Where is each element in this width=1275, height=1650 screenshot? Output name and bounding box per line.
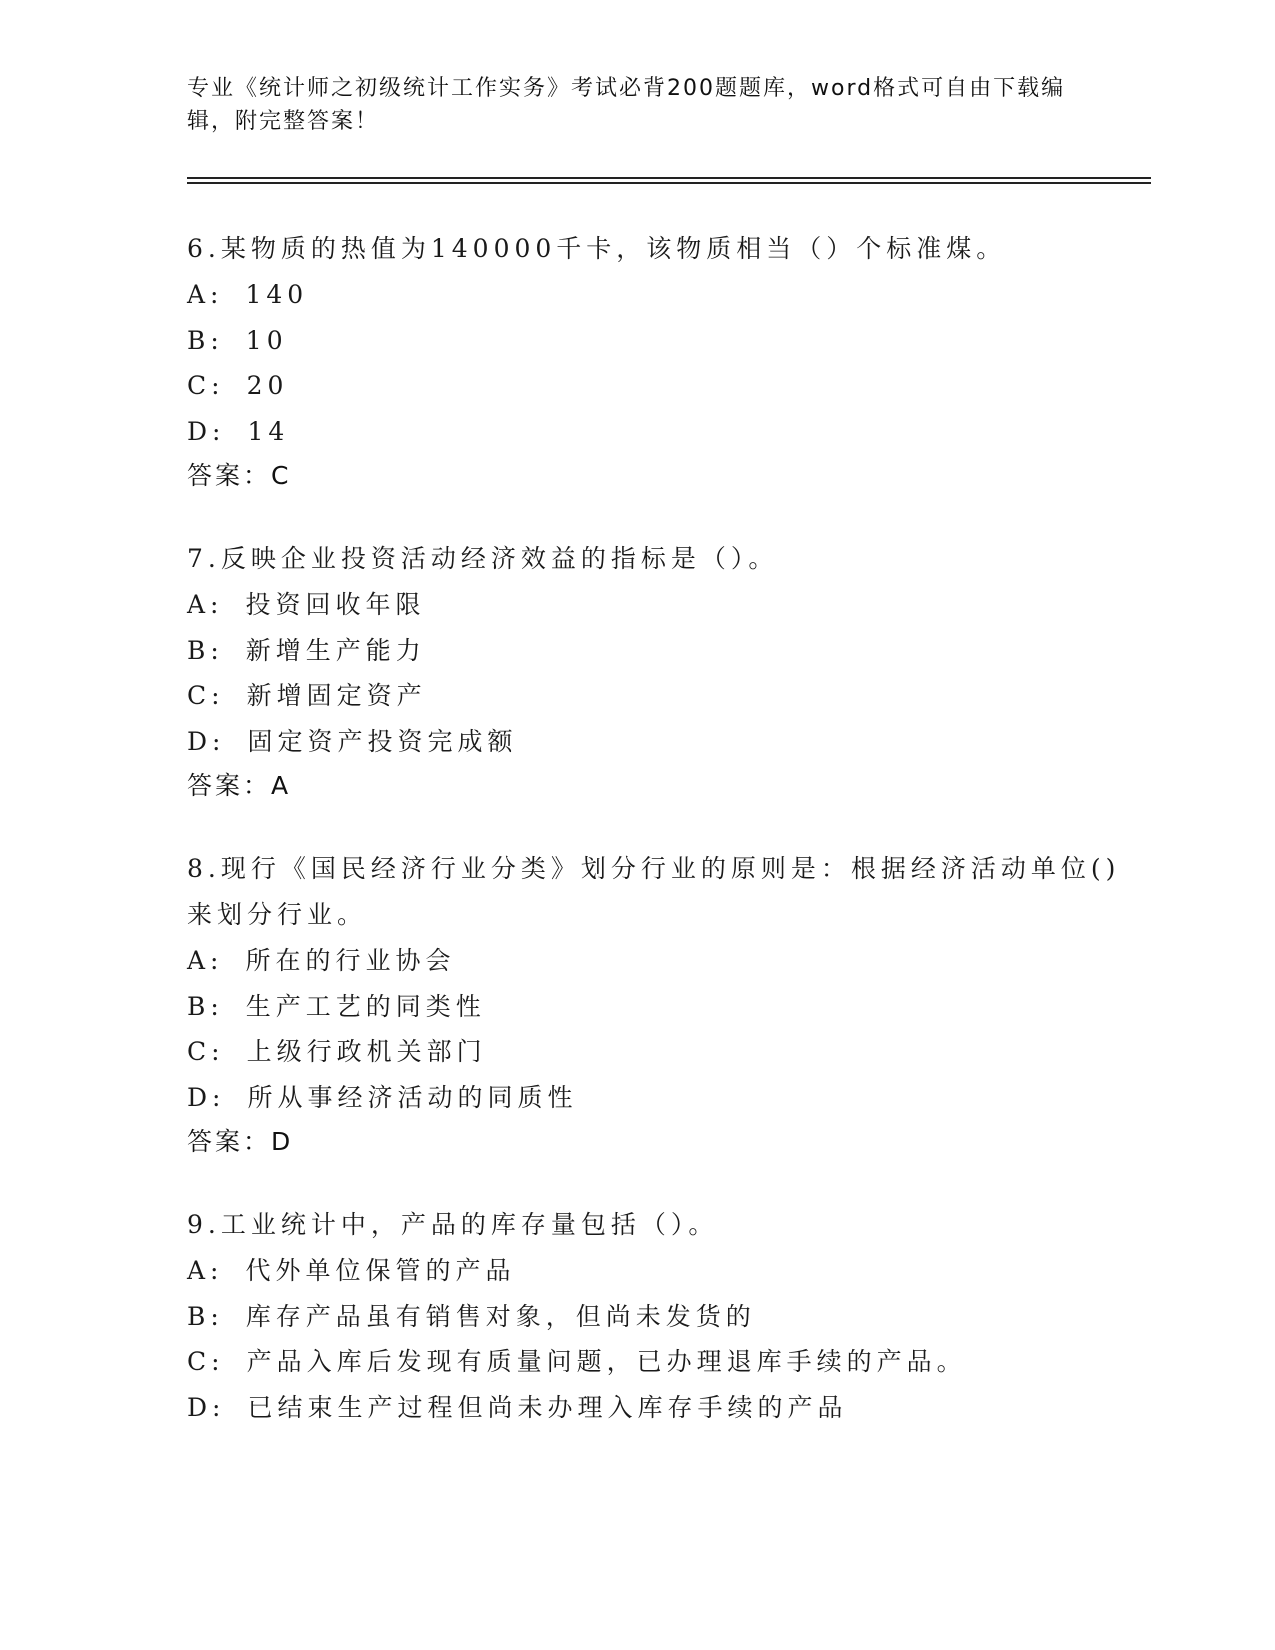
option-a	[187, 938, 1147, 984]
option-letter: C:	[187, 371, 225, 400]
option-letter: B:	[187, 635, 224, 665]
option-a	[187, 272, 1147, 318]
option-b	[187, 984, 1147, 1030]
header-divider-bottom	[187, 182, 1151, 184]
question-stem: 6.某物质的热值为140000千卡，该物质相当（）个标准煤。	[187, 234, 1007, 263]
option-letter: A:	[187, 280, 224, 309]
question-8	[187, 846, 1147, 1164]
option-text: 所从事经济活动的同质性	[247, 1082, 578, 1112]
question-stem: 7.反映企业投资活动经济效益的指标是（）。	[187, 544, 779, 573]
option-b	[187, 628, 1147, 674]
answer-line: 答案：A	[187, 771, 292, 800]
option-letter: C:	[187, 1347, 225, 1376]
option-text: 已结束生产过程但尚未办理入库存手续的产品	[247, 1392, 848, 1422]
option-text: 10	[245, 325, 288, 355]
option-d	[187, 1075, 1147, 1121]
option-letter: D:	[187, 1082, 226, 1112]
option-text: 代外单位保管的产品	[245, 1256, 516, 1285]
option-letter: D:	[187, 416, 226, 446]
option-a	[187, 582, 1147, 628]
option-text: 所在的行业协会	[245, 946, 456, 975]
option-b	[187, 318, 1147, 364]
question-stem: 9.工业统计中，产品的库存量包括（）。	[187, 1210, 719, 1239]
option-letter: A:	[187, 590, 224, 619]
option-text: 生产工艺的同类性	[245, 991, 486, 1021]
option-a	[187, 1248, 1147, 1294]
option-text: 固定资产投资完成额	[247, 726, 518, 756]
option-text: 产品入库后发现有质量问题，已办理退库手续的产品。	[246, 1347, 967, 1376]
option-letter: A:	[187, 946, 224, 975]
option-letter: B:	[187, 1301, 224, 1331]
question-7	[187, 536, 1147, 808]
option-text: 新增固定资产	[246, 681, 427, 710]
question-6	[187, 226, 1147, 498]
option-letter: A:	[187, 1256, 224, 1285]
option-text: 140	[245, 280, 309, 309]
answer-line: 答案：D	[187, 1127, 294, 1156]
option-d	[187, 1385, 1147, 1431]
option-letter: C:	[187, 1037, 225, 1066]
question-stem: 8.现行《国民经济行业分类》划分行业的原则是：根据经济活动单位()来划分行业。	[187, 854, 1121, 929]
option-text: 20	[246, 371, 289, 400]
option-c	[187, 1339, 1147, 1385]
document-header: 专业《统计师之初级统计工作实务》考试必背200题题库，word格式可自由下载编辑，附完整答案！	[187, 76, 1066, 134]
option-letter: D:	[187, 726, 226, 756]
option-b	[187, 1294, 1147, 1340]
option-text: 投资回收年限	[245, 590, 426, 619]
option-c	[187, 363, 1147, 409]
option-text: 14	[247, 416, 290, 446]
option-text: 新增生产能力	[245, 635, 426, 665]
question-list	[187, 226, 1147, 1468]
option-d	[187, 719, 1147, 765]
option-letter: B:	[187, 991, 224, 1021]
option-text: 上级行政机关部门	[246, 1037, 487, 1066]
option-letter: C:	[187, 681, 225, 710]
option-letter: B:	[187, 325, 224, 355]
option-c	[187, 673, 1147, 719]
option-letter: D:	[187, 1392, 226, 1422]
header-divider-top	[187, 177, 1151, 179]
answer-line: 答案：C	[187, 461, 292, 490]
option-c	[187, 1029, 1147, 1075]
option-d	[187, 409, 1147, 455]
question-9	[187, 1202, 1147, 1430]
option-text: 库存产品虽有销售对象，但尚未发货的	[245, 1301, 756, 1331]
